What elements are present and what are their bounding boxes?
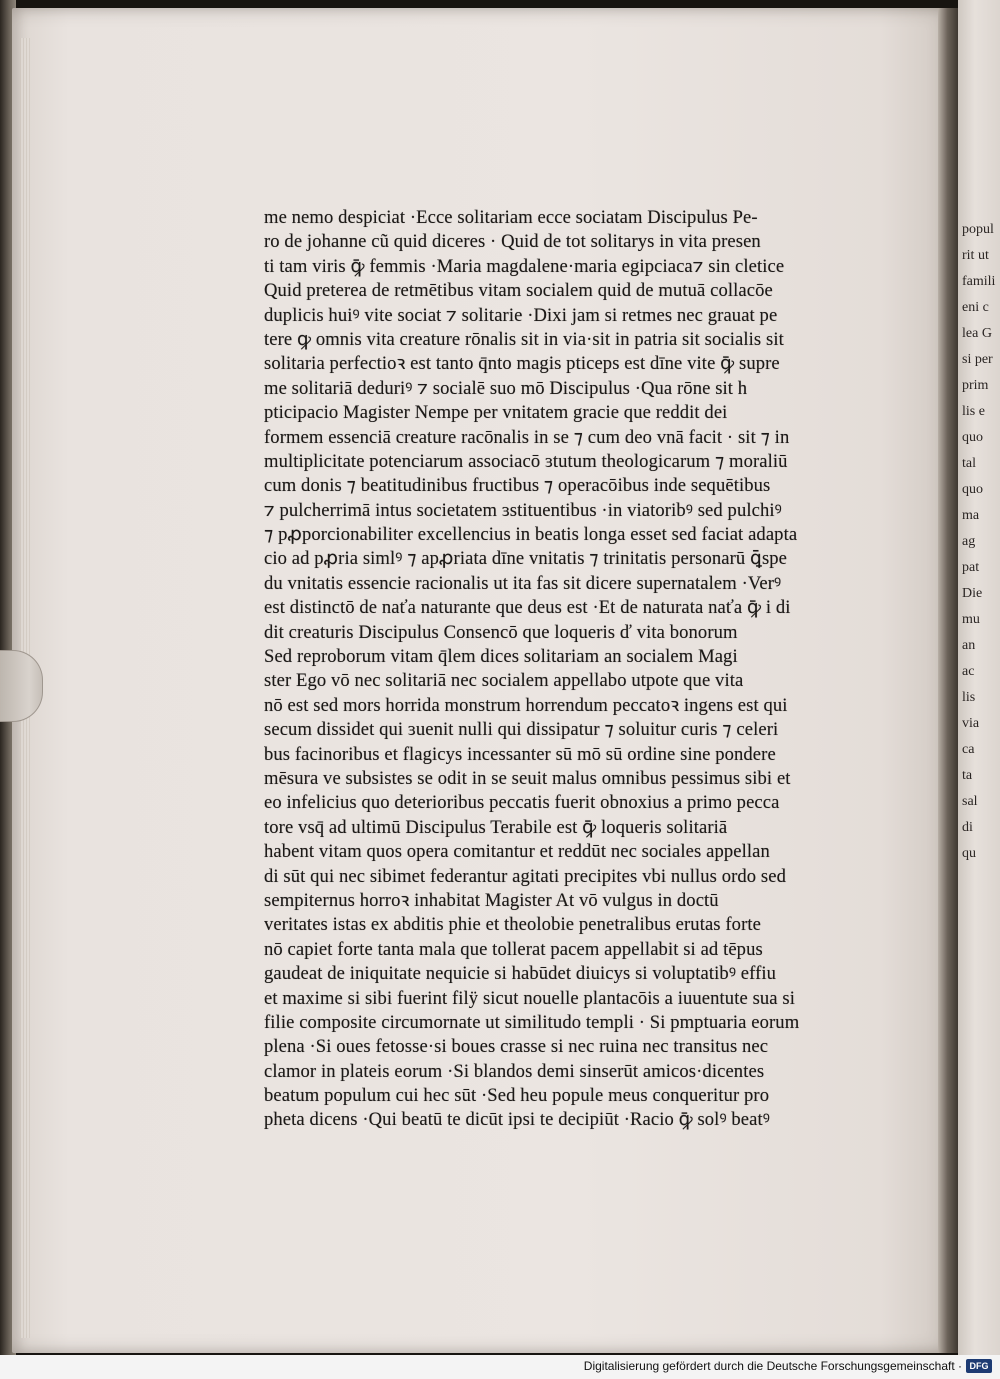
incunable-text-block: [264, 206, 856, 1133]
text-line: Quid preterea de retmētibus vitam socialem quid de mutuā collacōe: [264, 280, 773, 302]
text-line: ro de johanne cũ quid diceres · Quid de tot solitarys in vita presen: [264, 231, 761, 253]
text-line: me nemo despiciat ·Ecce solitariam ecce sociatam Discipulus Pe-: [264, 207, 758, 228]
text-line: sempiternus horroꝛ inhabitat Magister At vō vulgus in doctū: [264, 889, 719, 911]
facing-page-line: lea G: [962, 326, 992, 341]
facing-page-line: tal: [962, 456, 976, 471]
dfg-logo[interactable]: DFG: [966, 1359, 992, 1373]
text-line: tere ꝙ omnis vita creature rōnalis sit in via·sit in patria sit socialis sit: [264, 328, 784, 350]
text-line: multiplicitate potenciarum associacō ɜtutum theologicarum ⁊ moraliū: [264, 450, 788, 472]
text-line: habent vitam quos opera comitantur et reddūt nec sociales appellan: [264, 841, 770, 863]
text-line: ster Ego vō nec solitariā nec socialem appellabo utpote que vita: [264, 670, 744, 692]
text-line: ⁊ pꝓporcionabiliter excellencius in beatis longa esset sed faciat adapta: [264, 524, 798, 546]
facing-page-line: eni c: [962, 300, 989, 315]
text-line: duplicis huiꝰ vite sociat ⁊ solitarie ·Dixi jam si retmes nec grauat pe: [264, 304, 778, 326]
facing-page-line: sal: [962, 794, 978, 809]
text-line: pheta dicens ·Qui beatū te dicūt ipsi te decipiūt ·Racio ꝙ̄ solꝰ beatꝰ: [264, 1109, 770, 1131]
text-line: bus facinoribus et flagicys incessanter sū mō sū ordine sine pondere: [264, 743, 776, 765]
text-line: pticipacio Magister Nempe per vnitatem gracie que reddit dei: [264, 402, 728, 424]
text-line: di sūt qui nec sibimet federantur agitati precipites vbi nullus ordo sed: [264, 865, 787, 887]
text-line: clamor in plateis eorum ·Si blandos demi sinserūt amicos·dicentes: [264, 1060, 765, 1082]
facing-page-line: lis: [962, 690, 976, 705]
text-line: cum donis ⁊ beatitudinibus fructibus ⁊ operacōibus inde sequētibus: [264, 475, 771, 497]
text-line: ⁊ pulcherrimā intus societatem ɜstituentibus ·in viatoribꝰ sed pulchiꝰ: [264, 499, 782, 521]
facing-page-line: an: [962, 638, 976, 653]
facing-page-line: ca: [962, 742, 975, 757]
text-line: ti tam viris ꝙ̄ femmis ·Maria magdalene·maria egipciaca⁊ sin cletice: [264, 255, 785, 277]
text-line: plena ·Si oues fetosse·si boues crasse si nec ruina nec transitus nec: [264, 1036, 769, 1058]
text-line: gaudeat de iniquitate nequicie si habūdet diuicys si voluptatibꝰ effiu: [264, 963, 777, 985]
text-line: dit creaturis Discipulus Consencō que loqueris ď vita bonorum: [264, 621, 738, 643]
facing-page-line: popul: [962, 222, 994, 237]
text-line: est distinctō de naťa naturante que deus est ·Et de naturata naťa ꝙ̄ i di: [264, 597, 791, 619]
text-line: me solitariā deduriꝰ ⁊ socialē suo mō Discipulus ·Qua rōne sit h: [264, 377, 748, 399]
text-line: Sed reproborum vitam q̄lem dices solitariam an socialem Magi: [264, 646, 738, 668]
text-line: et maxime si sibi fuerint filÿ sicut nouelle plantacōis a iuuentute sua si: [264, 987, 796, 1009]
facing-page: [958, 0, 1000, 1355]
facing-page-line: qu: [962, 846, 976, 861]
text-line: formem essenciā creature racōnalis in se ⁊ cum deo vnā facit · sit ⁊ in: [264, 426, 790, 448]
text-line: tore vsq̄ ad ultimū Discipulus Terabile est ꝙ̄ loqueris solitariā: [264, 816, 728, 838]
text-line: beatum populum cui hec sūt ·Sed heu popule meus conqueritur pro: [264, 1085, 770, 1107]
facing-page-line: ac: [962, 664, 975, 679]
facing-page-line: prim: [962, 378, 989, 393]
facing-page-line: via: [962, 716, 980, 731]
text-line: secum dissidet qui ɜuenit nulli qui dissipatur ⁊ soluitur curis ⁊ celeri: [264, 719, 779, 741]
facing-page-line: mu: [962, 612, 980, 627]
text-line: solitaria perfectioꝛ est tanto q̄nto magis pticeps est dīne vite ꝙ̄ supre: [264, 353, 780, 375]
facing-page-line: quo: [962, 430, 983, 445]
text-line: eo infelicius quo deterioribus peccatis fuerit obnoxius a primo pecca: [264, 792, 780, 814]
facing-page-line: lis e: [962, 404, 985, 419]
text-line: filie composite circumornate ut similitudo templi · Si pmptuaria eorum: [264, 1011, 800, 1033]
facing-page-line: famili: [962, 274, 996, 289]
facing-page-line: ma: [962, 508, 980, 523]
text-line: nō capiet forte tanta mala que tollerat pacem appellabit si ad tēpus: [264, 938, 763, 960]
text-line: nō est sed mors horrida monstrum horrendum peccatoꝛ ingens est qui: [264, 694, 788, 716]
facing-page-line: Die: [962, 586, 983, 601]
facing-page-line: pat: [962, 560, 980, 575]
facing-page-line: ta: [962, 768, 973, 783]
text-line: cio ad pꝓria simlꝰ ⁊ apꝓriata dīne vnitatis ⁊ trinitatis personarū ꝗ̄spe: [264, 548, 788, 570]
text-line: veritates istas ex abditis phie et theolobie penetralibus erutas forte: [264, 914, 761, 936]
text-line: mēsura ve subsistes se odit in se seuit malus omnibus pessimus sibi et: [264, 767, 791, 789]
footer-credit[interactable]: Digitalisierung gefördert durch die Deutsche Forschungsgemeinschaft ·: [583, 1359, 962, 1373]
facing-page-line: quo: [962, 482, 983, 497]
facing-page-line: si per: [962, 352, 993, 367]
facing-page-line: rit ut: [962, 248, 989, 263]
facing-page-line: ag: [962, 534, 976, 549]
facing-page-line: di: [962, 820, 973, 835]
text-line: du vnitatis essencie racionalis ut ita fas sit dicere supernatalem ·Verꝰ: [264, 572, 782, 594]
